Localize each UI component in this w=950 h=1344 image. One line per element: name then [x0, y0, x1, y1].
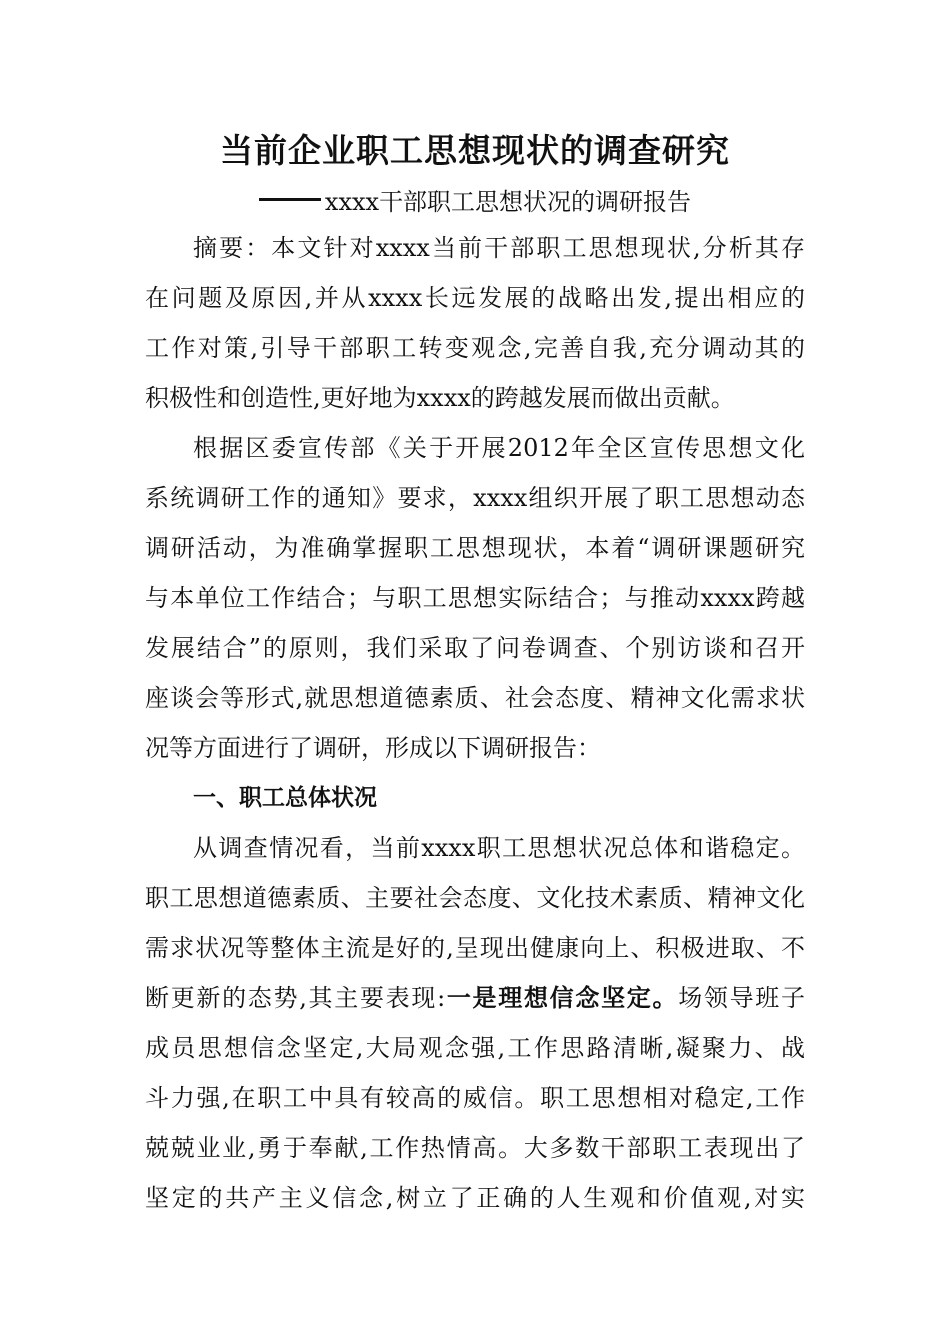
- section-line: 斗力强,在职工中具有较高的威信。职工思想相对稳定,工作: [145, 1084, 805, 1112]
- intro-line: 况等方面进行了调研，形成以下调研报告：: [145, 734, 601, 762]
- section-line: 成员思想信念坚定,大局观念强,工作思路清晰,凝聚力、战: [145, 1034, 805, 1062]
- section-line-text: 场领导班子: [678, 984, 805, 1012]
- section-heading: 一、职工总体状况: [193, 785, 377, 811]
- intro-line: 发展结合”的原则，我们采取了问卷调查、个别访谈和召开: [145, 634, 805, 662]
- abstract-line: 在问题及原因,并从xxxx长远发展的战略出发,提出相应的: [145, 284, 805, 312]
- section-line: [145, 978, 805, 1018]
- abstract-line: 工作对策,引导干部职工转变观念,完善自我,充分调动其的: [145, 334, 805, 362]
- section-line-text: 断更新的态势,其主要表现:: [145, 984, 446, 1012]
- section-line: 从调查情况看，当前xxxx职工思想状况总体和谐稳定。: [193, 834, 805, 862]
- document-title: 当前企业职工思想现状的调查研究: [220, 131, 730, 170]
- document-subtitle: [0, 182, 950, 222]
- intro-line: 根据区委宣传部《关于开展2012年全区宣传思想文化: [193, 434, 805, 462]
- bold-key-point: 一是理想信念坚定。: [445, 984, 679, 1012]
- intro-line: 座谈会等形式,就思想道德素质、社会态度、精神文化需求状: [145, 684, 805, 712]
- section-line: 需求状况等整体主流是好的,呈现出健康向上、积极进取、不: [145, 934, 805, 962]
- abstract-line: 摘要：本文针对xxxx当前干部职工思想现状,分析其存: [193, 234, 805, 262]
- section-line: 兢兢业业,勇于奉献,工作热情高。大多数干部职工表现出了: [145, 1134, 805, 1162]
- intro-line: 系统调研工作的通知》要求，xxxx组织开展了职工思想动态: [145, 484, 805, 512]
- intro-line: 与本单位工作结合；与职工思想实际结合；与推动xxxx跨越: [145, 584, 805, 612]
- section-line: 坚定的共产主义信念,树立了正确的人生观和价值观,对实: [145, 1184, 805, 1212]
- intro-line: 调研活动，为准确掌握职工思想现状，本着“调研课题研究: [145, 534, 805, 562]
- section-line: 职工思想道德素质、主要社会态度、文化技术素质、精神文化: [145, 884, 805, 912]
- em-dash-mark: [259, 198, 321, 201]
- subtitle-text: xxxx干部职工思想状况的调研报告: [324, 188, 692, 216]
- abstract-line: 积极性和创造性,更好地为xxxx的跨越发展而做出贡献。: [145, 384, 735, 412]
